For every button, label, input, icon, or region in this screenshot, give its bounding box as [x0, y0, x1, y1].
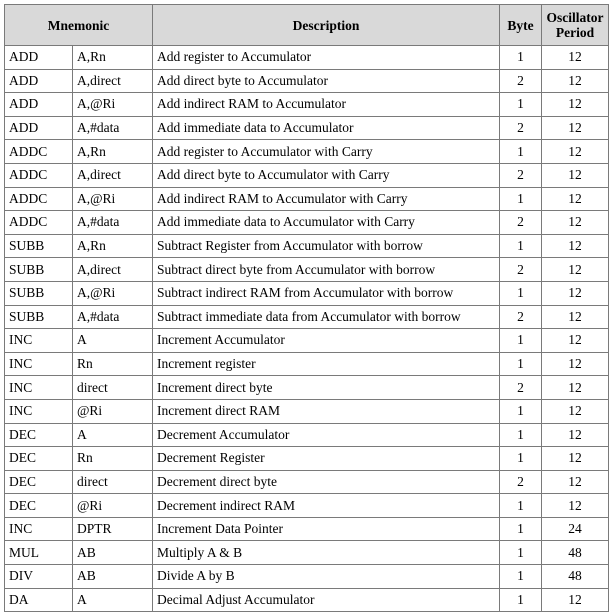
oscillator-period-cell: 12 [542, 588, 609, 612]
operand-cell: A,#data [73, 305, 153, 329]
mnemonic-cell: DEC [5, 423, 73, 447]
table-row [5, 116, 609, 140]
mnemonic-cell: DA [5, 588, 73, 612]
mnemonic-cell: INC [5, 399, 73, 423]
table-row [5, 258, 609, 282]
table-row [5, 234, 609, 258]
table-row [5, 211, 609, 235]
oscillator-period-cell: 48 [542, 541, 609, 565]
description-cell: Increment Accumulator [153, 329, 500, 353]
byte-cell: 1 [500, 93, 542, 117]
byte-cell: 1 [500, 517, 542, 541]
oscillator-period-cell: 12 [542, 46, 609, 70]
operand-cell: @Ri [73, 494, 153, 518]
mnemonic-cell: ADD [5, 116, 73, 140]
mnemonic-cell: ADDC [5, 187, 73, 211]
operand-cell: A,direct [73, 258, 153, 282]
description-cell: Add direct byte to Accumulator [153, 69, 500, 93]
table-row [5, 541, 609, 565]
mnemonic-cell: SUBB [5, 258, 73, 282]
operand-cell: AB [73, 565, 153, 589]
mnemonic-cell: ADDC [5, 140, 73, 164]
mnemonic-cell: SUBB [5, 234, 73, 258]
mnemonic-cell: ADDC [5, 211, 73, 235]
oscillator-period-cell: 12 [542, 211, 609, 235]
oscillator-period-cell: 12 [542, 163, 609, 187]
description-cell: Increment register [153, 352, 500, 376]
operand-cell: direct [73, 376, 153, 400]
table-row [5, 329, 609, 353]
table-row [5, 163, 609, 187]
table-row [5, 565, 609, 589]
operand-cell: Rn [73, 352, 153, 376]
operand-cell: DPTR [73, 517, 153, 541]
mnemonic-cell: DEC [5, 447, 73, 471]
oscillator-period-cell: 12 [542, 470, 609, 494]
description-cell: Add register to Accumulator with Carry [153, 140, 500, 164]
byte-cell: 1 [500, 281, 542, 305]
operand-cell: A,@Ri [73, 93, 153, 117]
byte-cell: 1 [500, 447, 542, 471]
table-row [5, 93, 609, 117]
operand-cell: AB [73, 541, 153, 565]
oscillator-period-cell: 12 [542, 494, 609, 518]
oscillator-period-cell: 12 [542, 116, 609, 140]
header-row [5, 5, 609, 46]
operand-cell: A,@Ri [73, 187, 153, 211]
description-cell: Decrement Register [153, 447, 500, 471]
byte-header: Byte [500, 5, 542, 46]
oscillator-period-cell: 12 [542, 93, 609, 117]
operand-cell: A,direct [73, 69, 153, 93]
oscillator-period-cell: 12 [542, 329, 609, 353]
byte-cell: 2 [500, 470, 542, 494]
table-body [5, 46, 609, 612]
byte-cell: 1 [500, 140, 542, 164]
description-cell: Add immediate data to Accumulator [153, 116, 500, 140]
description-cell: Add register to Accumulator [153, 46, 500, 70]
mnemonic-cell: DIV [5, 565, 73, 589]
byte-cell: 2 [500, 258, 542, 282]
instruction-table [4, 4, 609, 612]
byte-cell: 1 [500, 399, 542, 423]
byte-cell: 1 [500, 329, 542, 353]
mnemonic-cell: SUBB [5, 281, 73, 305]
oscillator-period-cell: 12 [542, 376, 609, 400]
oscillator-period-cell: 48 [542, 565, 609, 589]
table-row [5, 494, 609, 518]
byte-cell: 1 [500, 423, 542, 447]
oscillator-period-cell: 12 [542, 187, 609, 211]
operand-cell: A,direct [73, 163, 153, 187]
oscillator-period-cell: 12 [542, 305, 609, 329]
byte-cell: 2 [500, 305, 542, 329]
byte-cell: 2 [500, 116, 542, 140]
mnemonic-cell: INC [5, 517, 73, 541]
mnemonic-cell: DEC [5, 470, 73, 494]
table-header [5, 5, 609, 46]
oscillator-period-cell: 12 [542, 352, 609, 376]
mnemonic-cell: DEC [5, 494, 73, 518]
table-row [5, 281, 609, 305]
operand-cell: Rn [73, 447, 153, 471]
byte-cell: 1 [500, 588, 542, 612]
oscillator-period-cell: 12 [542, 234, 609, 258]
operand-cell: A,#data [73, 211, 153, 235]
table-row [5, 187, 609, 211]
description-cell: Increment Data Pointer [153, 517, 500, 541]
description-cell: Subtract Register from Accumulator with borrow [153, 234, 500, 258]
mnemonic-cell: ADDC [5, 163, 73, 187]
description-cell: Add immediate data to Accumulator with Carry [153, 211, 500, 235]
description-header: Description [153, 5, 500, 46]
table-row [5, 69, 609, 93]
byte-cell: 1 [500, 234, 542, 258]
table-row [5, 517, 609, 541]
mnemonic-cell: ADD [5, 46, 73, 70]
mnemonic-cell: INC [5, 376, 73, 400]
byte-cell: 1 [500, 187, 542, 211]
table-row [5, 46, 609, 70]
oscillator-period-cell: 12 [542, 281, 609, 305]
operand-cell: A,Rn [73, 46, 153, 70]
description-cell: Add direct byte to Accumulator with Carry [153, 163, 500, 187]
table-row [5, 423, 609, 447]
oscillator-period-cell: 12 [542, 423, 609, 447]
byte-cell: 2 [500, 211, 542, 235]
oscillator-period-cell: 24 [542, 517, 609, 541]
description-cell: Decimal Adjust Accumulator [153, 588, 500, 612]
operand-cell: A [73, 329, 153, 353]
operand-cell: A [73, 423, 153, 447]
description-cell: Divide A by B [153, 565, 500, 589]
mnemonic-cell: SUBB [5, 305, 73, 329]
description-cell: Increment direct RAM [153, 399, 500, 423]
description-cell: Subtract direct byte from Accumulator with borrow [153, 258, 500, 282]
mnemonic-cell: INC [5, 352, 73, 376]
operand-cell: direct [73, 470, 153, 494]
byte-cell: 1 [500, 352, 542, 376]
operand-cell: A,Rn [73, 140, 153, 164]
byte-cell: 1 [500, 494, 542, 518]
description-cell: Decrement indirect RAM [153, 494, 500, 518]
operand-cell: @Ri [73, 399, 153, 423]
description-cell: Decrement Accumulator [153, 423, 500, 447]
byte-cell: 2 [500, 69, 542, 93]
operand-cell: A,Rn [73, 234, 153, 258]
operand-cell: A [73, 588, 153, 612]
oscillator-period-cell: 12 [542, 258, 609, 282]
table-row [5, 376, 609, 400]
description-cell: Increment direct byte [153, 376, 500, 400]
operand-cell: A,@Ri [73, 281, 153, 305]
byte-cell: 1 [500, 565, 542, 589]
byte-cell: 1 [500, 541, 542, 565]
mnemonic-cell: ADD [5, 93, 73, 117]
table-row [5, 447, 609, 471]
oscillator-period-header: Oscillator Period [542, 5, 609, 46]
oscillator-period-cell: 12 [542, 399, 609, 423]
mnemonic-cell: ADD [5, 69, 73, 93]
description-cell: Add indirect RAM to Accumulator [153, 93, 500, 117]
table-row [5, 399, 609, 423]
table-row [5, 305, 609, 329]
byte-cell: 2 [500, 376, 542, 400]
table-row [5, 352, 609, 376]
table-row [5, 470, 609, 494]
description-cell: Subtract indirect RAM from Accumulator with borrow [153, 281, 500, 305]
table-row [5, 140, 609, 164]
oscillator-period-cell: 12 [542, 447, 609, 471]
oscillator-period-cell: 12 [542, 140, 609, 164]
description-cell: Decrement direct byte [153, 470, 500, 494]
operand-cell: A,#data [73, 116, 153, 140]
byte-cell: 1 [500, 46, 542, 70]
table-row [5, 588, 609, 612]
mnemonic-cell: INC [5, 329, 73, 353]
description-cell: Multiply A & B [153, 541, 500, 565]
mnemonic-cell: MUL [5, 541, 73, 565]
oscillator-period-cell: 12 [542, 69, 609, 93]
description-cell: Add indirect RAM to Accumulator with Carry [153, 187, 500, 211]
byte-cell: 2 [500, 163, 542, 187]
description-cell: Subtract immediate data from Accumulator with borrow [153, 305, 500, 329]
mnemonic-header: Mnemonic [5, 5, 153, 46]
